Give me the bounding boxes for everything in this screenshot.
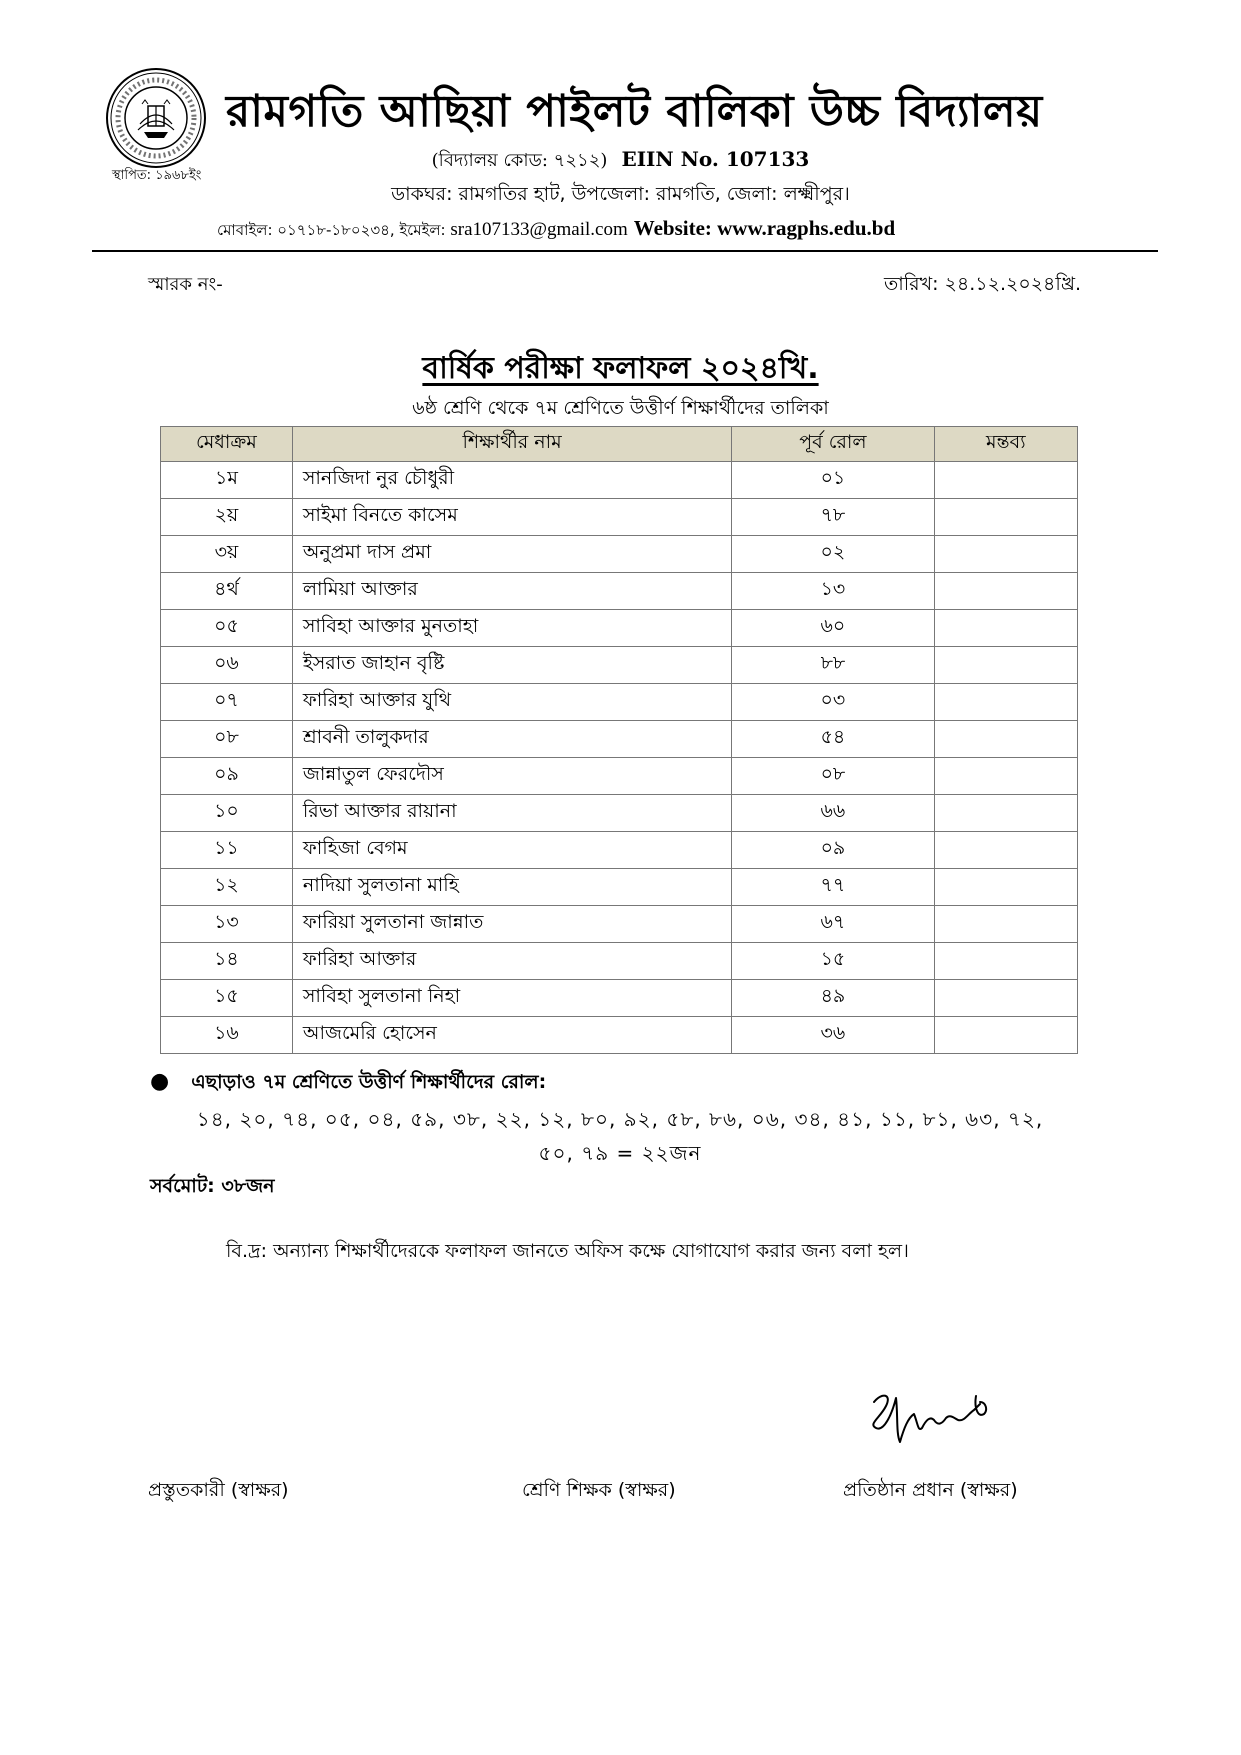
merit-cell: ০৫	[161, 610, 293, 647]
table-row	[161, 758, 1078, 795]
remark-cell	[934, 758, 1077, 795]
roll-cell: ৭৮	[732, 499, 934, 536]
roll-cell: ১৫	[732, 943, 934, 980]
extra-passed-label: এছাড়াও ৭ম শ্রেণিতে উত্তীর্ণ শিক্ষার্থীদের রোল:	[191, 1071, 547, 1093]
student-name-cell: আজমেরি হোসেন	[292, 1017, 731, 1054]
roll-cell: ৬৬	[732, 795, 934, 832]
contact-line	[217, 216, 895, 244]
table-row	[161, 1017, 1078, 1054]
student-name-cell: সাবিহা সুলতানা নিহা	[292, 980, 731, 1017]
roll-cell: ০২	[732, 536, 934, 573]
header-merit: মেধাক্রম	[161, 427, 293, 462]
student-name-cell: ফারিয়া সুলতানা জান্নাত	[292, 906, 731, 943]
table-row	[161, 980, 1078, 1017]
merit-cell: ১৫	[161, 980, 293, 1017]
document-title-wrap	[0, 344, 1241, 395]
table-row	[161, 536, 1078, 573]
extra-rolls-line-2: ৫০, ৭৯ = ২২জন	[538, 1141, 702, 1165]
roll-cell: ০৩	[732, 684, 934, 721]
remark-cell	[934, 684, 1077, 721]
head-signature	[852, 1384, 1012, 1454]
roll-cell: ৬০	[732, 610, 934, 647]
merit-cell: ৩য়	[161, 536, 293, 573]
student-name-cell: সাবিহা আক্তার মুনতাহা	[292, 610, 731, 647]
table-row	[161, 610, 1078, 647]
header-student-name: শিক্ষার্থীর নাম	[292, 427, 731, 462]
merit-cell: ১৩	[161, 906, 293, 943]
document-title: বার্ষিক পরীক্ষা ফলাফল ২০২৪খি.	[422, 351, 819, 386]
remark-cell	[934, 795, 1077, 832]
table-row	[161, 462, 1078, 499]
remark-cell	[934, 610, 1077, 647]
merit-cell: ৪র্থ	[161, 573, 293, 610]
merit-cell: ১০	[161, 795, 293, 832]
student-name-cell: ফারিহা আক্তার যুথি	[292, 684, 731, 721]
merit-cell: ০৬	[161, 647, 293, 684]
remark-cell	[934, 536, 1077, 573]
merit-cell: ০৯	[161, 758, 293, 795]
email-address: sra107133@gmail.com	[450, 219, 628, 240]
remark-cell	[934, 832, 1077, 869]
student-name-cell: সাইমা বিনতে কাসেম	[292, 499, 731, 536]
school-code: (বিদ্যালয় কোড: ৭২১২)	[431, 150, 608, 171]
header-remark: মন্তব্য	[934, 427, 1077, 462]
roll-cell: ৩৬	[732, 1017, 934, 1054]
remark-cell	[934, 573, 1077, 610]
merit-cell: ১২	[161, 869, 293, 906]
student-name-cell: অনুপ্রমা দাস প্রমা	[292, 536, 731, 573]
table-row	[161, 832, 1078, 869]
roll-cell: ০১	[732, 462, 934, 499]
merit-cell: ১ম	[161, 462, 293, 499]
student-name-cell: নাদিয়া সুলতানা মাহি	[292, 869, 731, 906]
table-row	[161, 684, 1078, 721]
school-code-line	[0, 146, 1241, 177]
table-row	[161, 499, 1078, 536]
roll-cell: ৭৭	[732, 869, 934, 906]
school-address: ডাকঘর: রামগতির হাট, উপজেলা: রামগতি, জেলা: লক্ষ্মীপুর।	[391, 183, 850, 205]
mobile-email-label: মোবাইল: ০১৭১৮-১৮০২৩৪, ইমেইল:	[217, 221, 451, 239]
table-row	[161, 869, 1078, 906]
extra-rolls-line-1: ১৪, ২০, ৭৪, ০৫, ০৪, ৫৯, ৩৮, ২২, ১২, ৮০, ৯২, ৫৮, ৮৬, ০৬, ৩৪, ৪১, ১১, ৮১, ৬৩, ৭২,	[196, 1107, 1044, 1131]
remark-cell	[934, 499, 1077, 536]
table-row	[161, 795, 1078, 832]
remark-cell	[934, 980, 1077, 1017]
student-name-cell: ফারিহা আক্তার	[292, 943, 731, 980]
head-signature-label: প্রতিষ্ঠান প্রধান (স্বাক্ষর)	[843, 1479, 1018, 1501]
grand-total: সর্বমোট: ৩৮জন	[150, 1175, 275, 1197]
document-subtitle: ৬ষ্ঠ শ্রেণি থেকে ৭ম শ্রেণিতে উত্তীর্ণ শিক্ষার্থীদের তালিকা	[412, 397, 829, 419]
eiin-number: EIIN No. 107133	[621, 147, 810, 171]
remark-cell	[934, 943, 1077, 980]
school-name: রামগতি আছিয়া পাইলট বালিকা উচ্চ বিদ্যালয়	[226, 86, 1043, 137]
bullet-icon: ●	[150, 1069, 170, 1094]
notice-date: তারিখ: ২৪.১২.২০২৪খ্রি.	[883, 273, 1081, 295]
remark-cell	[934, 869, 1077, 906]
roll-cell: ৮৮	[732, 647, 934, 684]
table-row	[161, 943, 1078, 980]
merit-cell: ১৬	[161, 1017, 293, 1054]
remark-cell	[934, 721, 1077, 758]
merit-cell: ০৮	[161, 721, 293, 758]
class-teacher-signature: শ্রেণি শিক্ষক (স্বাক্ষর)	[522, 1479, 676, 1501]
note: বি.দ্র: অন্যান্য শিক্ষার্থীদেরকে ফলাফল জানতে অফিস কক্ষে যোগাযোগ করার জন্য বলা হল।	[226, 1240, 909, 1262]
results-table	[160, 426, 1078, 1054]
merit-cell: ১১	[161, 832, 293, 869]
table-row	[161, 721, 1078, 758]
merit-cell: ১৪	[161, 943, 293, 980]
memo-number: স্মারক নং-	[148, 274, 223, 295]
roll-cell: ৫৪	[732, 721, 934, 758]
table-row	[161, 647, 1078, 684]
student-name-cell: জান্নাতুল ফেরদৌস	[292, 758, 731, 795]
student-name-cell: ইসরাত জাহান বৃষ্টি	[292, 647, 731, 684]
roll-cell: ০৮	[732, 758, 934, 795]
established-year: স্থাপিত: ১৯৬৮ইং	[112, 168, 202, 183]
student-name-cell: ফাহিজা বেগম	[292, 832, 731, 869]
student-name-cell: সানজিদা নুর চৌধুরী	[292, 462, 731, 499]
extra-passed-heading	[150, 1068, 546, 1100]
header-previous-roll: পূর্ব রোল	[732, 427, 934, 462]
table-row	[161, 906, 1078, 943]
remark-cell	[934, 906, 1077, 943]
roll-cell: ৬৭	[732, 906, 934, 943]
remark-cell	[934, 462, 1077, 499]
student-name-cell: শ্রাবনী তালুকদার	[292, 721, 731, 758]
roll-cell: ০৯	[732, 832, 934, 869]
table-header-row	[161, 427, 1078, 462]
website: Website: www.ragphs.edu.bd	[633, 216, 896, 240]
prepared-by-signature: প্রস্তুতকারী (স্বাক্ষর)	[148, 1479, 289, 1501]
table-row	[161, 573, 1078, 610]
student-name-cell: লামিয়া আক্তার	[292, 573, 731, 610]
merit-cell: ২য়	[161, 499, 293, 536]
remark-cell	[934, 647, 1077, 684]
merit-cell: ০৭	[161, 684, 293, 721]
results-table-body	[161, 462, 1078, 1054]
student-name-cell: রিভা আক্তার রায়ানা	[292, 795, 731, 832]
header-divider	[92, 250, 1158, 252]
roll-cell: ৪৯	[732, 980, 934, 1017]
roll-cell: ১৩	[732, 573, 934, 610]
extra-passed-rolls	[150, 1102, 1090, 1170]
remark-cell	[934, 1017, 1077, 1054]
